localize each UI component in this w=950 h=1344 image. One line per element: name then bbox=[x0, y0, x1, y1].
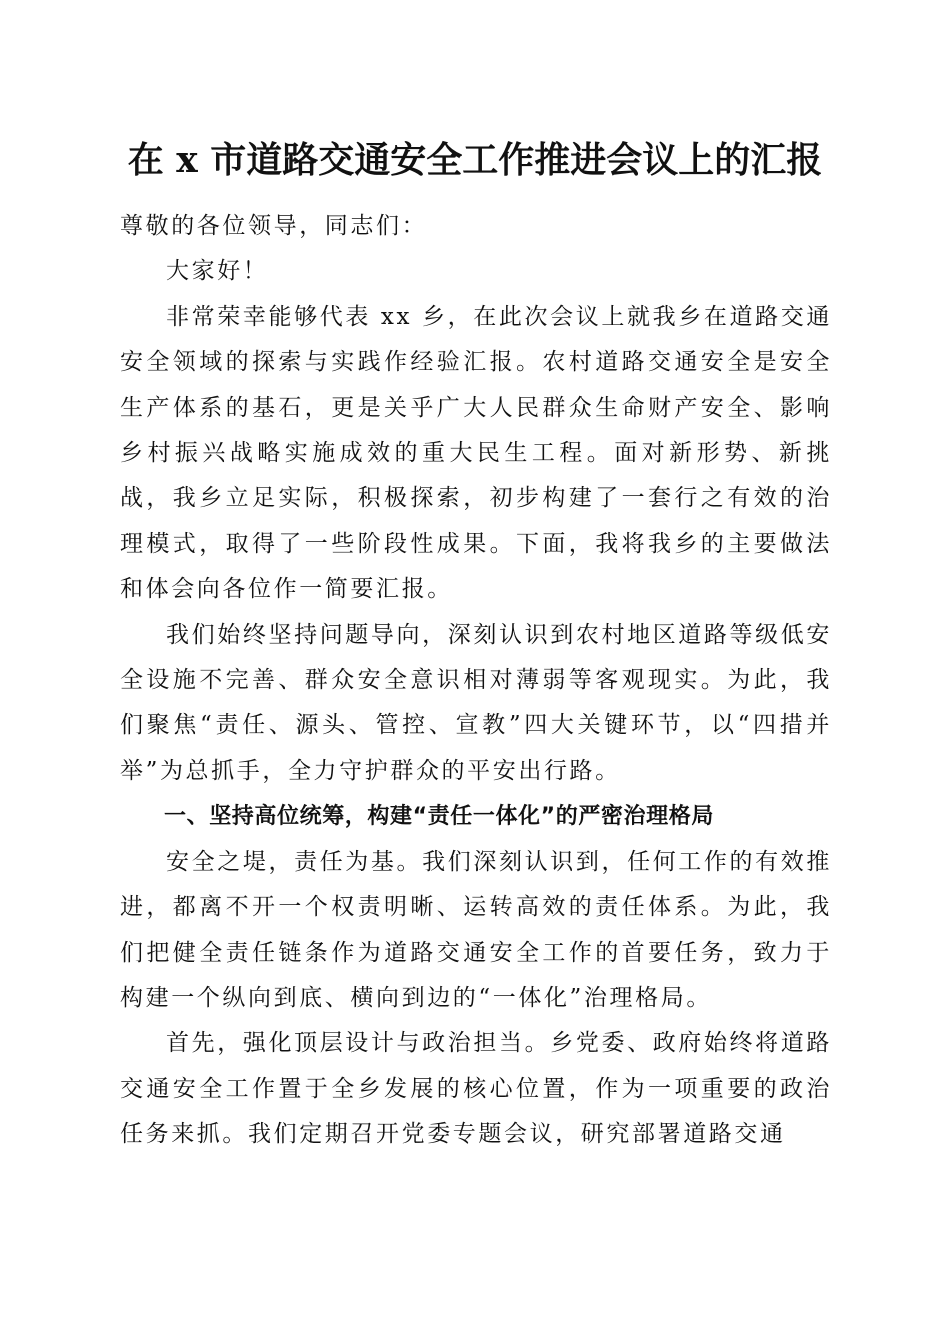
body-paragraph: 安全之堤，责任为基。我们深刻认识到，任何工作的有效推进，都离不开一个权责明晰、运转高效的责任体系。为此，我们把健全责任链条作为道路交通安全工作的首要任务，致力于构建一个纵向到底、横向到边的“一体化”治理格局。 bbox=[120, 848, 832, 1011]
salutation: 尊敬的各位领导，同志们： bbox=[120, 213, 428, 239]
body-paragraph: 非常荣幸能够代表 xx 乡，在此次会议上就我乡在道路交通安全领域的探索与实践作经验汇报。农村道路交通安全是安全生产体系的基石，更是关乎广大人民群众生命财产安全、影响乡村振兴战略实施成效的重大民生工程。面对新形势、新挑战，我乡立足实际，积极探索，初步构建了一套行之有效的治理模式，取得了一些阶段性成果。下面，我将我乡的主要做法和体会向各位作一简要汇报。 bbox=[120, 303, 832, 603]
section-heading: 一、坚持高位统筹，构建“责任一体化”的严密治理格局 bbox=[164, 804, 714, 830]
document-title: 在 x 市道路交通安全工作推进会议上的汇报 bbox=[127, 139, 823, 181]
body-paragraph: 我们始终坚持问题导向，深刻认识到农村地区道路等级低安全设施不完善、群众安全意识相对薄弱等客观现实。为此，我们聚焦“责任、源头、管控、宣教”四大关键环节，以“四措并举”为总抓手，全力守护群众的平安出行路。 bbox=[120, 621, 832, 784]
body-paragraph: 首先，强化顶层设计与政治担当。乡党委、政府始终将道路交通安全工作置于全乡发展的核心位置，作为一项重要的政治任务来抓。我们定期召开党委专题会议，研究部署道路交通 bbox=[120, 1030, 832, 1148]
document-body bbox=[120, 204, 832, 1158]
greeting: 大家好！ bbox=[166, 258, 269, 285]
